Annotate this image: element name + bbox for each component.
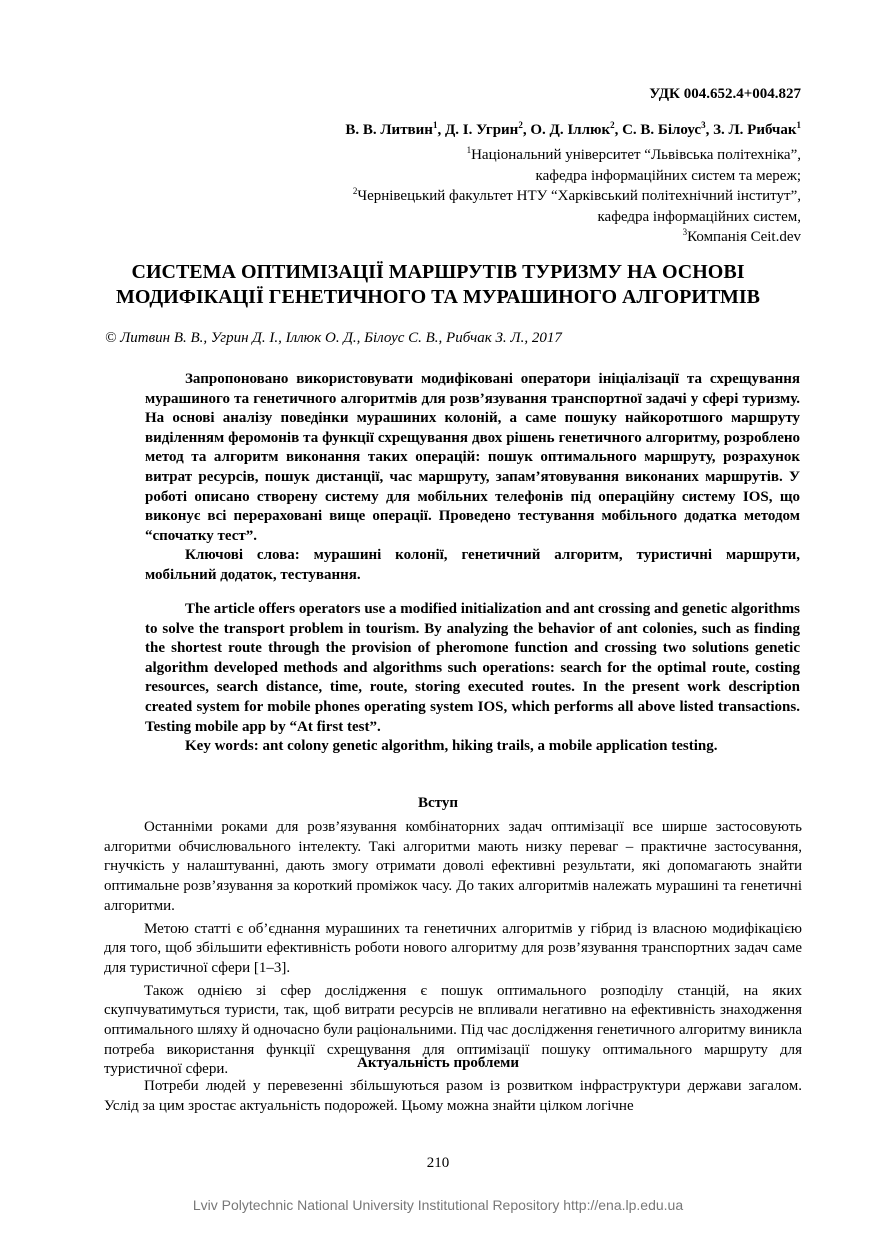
affiliation-line bbox=[353, 166, 801, 187]
abstract-en-text: The article offers operators use a modified initialization and ant crossing and genetic algorithms to solve the transport problem in tourism. By analyzing the behavior of ant colonies, such as finding the shortest route through the provision of pheromone function and crossing two solutions genetic algorithm developed methods and algorithms such operations: search for the optimal route, costing resources, search distance, time, route, storing executed routes. In the present work description created system for mobile phones operating system IOS, which performs all above listed transactions. Testing mobile app by “At first test”. bbox=[145, 601, 800, 735]
affil-text: Національний університет “Львівська політехніка”, bbox=[471, 147, 801, 163]
repository-footer: Lviv Polytechnic National University Institutional Repository http://ena.lp.edu.ua bbox=[192, 1197, 684, 1213]
copyright-line: © Литвин В. В., Угрин Д. І., Іллюк О. Д., Білоус С. В., Рибчак З. Л., 2017 bbox=[105, 330, 562, 346]
affil-text: кафедра інформаційних систем та мереж; bbox=[535, 167, 801, 184]
author-list bbox=[345, 122, 801, 139]
affil-mark: 1 bbox=[466, 145, 472, 155]
affil-text: Чернівецький факультет НТУ “Харківський політехнічний інститут”, bbox=[357, 188, 801, 204]
author-affil-mark: 1 bbox=[432, 120, 438, 130]
paragraph: Метою статті є об’єднання мурашиних та генетичних алгоритмів у гібрид із власною модифікацією для того, щоб збільшити ефективність роботи нового алгоритму для розв’язування транспортних задач саме для туристичної сфери [1–3]. bbox=[104, 920, 802, 976]
section-heading-intro: Вступ bbox=[418, 795, 458, 811]
keywords-en: Key words: ant colony genetic algorithm, hiking trails, a mobile application testing. bbox=[185, 738, 718, 755]
paragraph: Потреби людей у перевезенні збільшуються разом із розвитком інфраструктури держави загалом. Услід за цим зростає актуальність подорожей. Цьому можна знайти цілком логічне bbox=[104, 1078, 802, 1114]
affiliation-line bbox=[353, 227, 801, 248]
author-name: Д. І. Угрин bbox=[444, 122, 519, 138]
author-name: В. В. Литвин bbox=[345, 122, 433, 138]
intro-section bbox=[104, 818, 802, 1083]
paper-title bbox=[60, 260, 816, 309]
relevance-section bbox=[104, 1077, 802, 1119]
author-affil-mark: 2 bbox=[518, 120, 523, 130]
udk-code: УДК 004.652.4+004.827 bbox=[649, 86, 801, 102]
abstract-ukrainian bbox=[145, 370, 800, 586]
page-number: 210 bbox=[426, 1155, 450, 1171]
affil-text: Компанія Ceit.dev bbox=[687, 229, 801, 245]
affil-mark: 3 bbox=[682, 227, 688, 237]
title-line-1: СИСТЕМА ОПТИМІЗАЦІЇ МАРШРУТІВ ТУРИЗМУ НА ОСНОВІ bbox=[131, 261, 745, 283]
paragraph: Останніми роками для розв’язування комбінаторних задач оптимізації все ширше застосовують алгоритми обчислювального інтелекту. Такі алгоритми мають низку переваг – практичне застосування, гнучкість у налаштуванні, дають змогу отримати доволі ефективні результати, які допомагають знайти оптимальне розв’язування за короткий проміжок часу. До таких алгоритмів належать мурашині та генетичні алгоритми. bbox=[104, 819, 802, 914]
author-affil-mark: 3 bbox=[701, 120, 706, 130]
title-line-2: МОДИФІКАЦІЇ ГЕНЕТИЧНОГО ТА МУРАШИНОГО АЛГОРИТМІВ bbox=[115, 285, 761, 308]
abstract-ua-text: Запропоновано використовувати модифіковані оператори ініціалізації та схрещування мурашиного та генетичного алгоритмів для розв’язування транспортної задачі у сфері туризму. На основі аналізу поведінки мурашиних колоній, а саме пошуку найкоротшого маршруту виділенням феромонів та функції схрещування двох рішень генетичного алгоритму, розроблено метод та алгоритм виконання таких операцій: пошук оптимального маршруту, розрахунок витрат ресурсів, пошук дистанції, час маршруту, запам’ятовування виконаних маршрутів. У роботі описано створену систему для мобільних телефонів під операційну систему IOS, що виконує всі перераховані вище операції. Проведено тестування мобільного додатка методом “спочатку тест”. bbox=[145, 371, 800, 544]
affiliation-line bbox=[353, 186, 801, 207]
author-separator: , bbox=[437, 122, 445, 138]
abstract-english bbox=[145, 600, 800, 757]
paragraph: Також однією зі сфер дослідження є пошук оптимального розподілу станцій, на яких скупчуватимуться туристи, так, щоб витрати ресурсів не впливали негативно на ефективність знаходження оптимального шляху й одночасно були раціональними. Під час дослідження генетичного алгоритму виникла потреба використання функції схрещування для оптимізації пошуку оптимального маршруту для туристичної сфери. bbox=[104, 982, 802, 1078]
author-name: С. В. Білоус bbox=[622, 122, 702, 138]
author-affil-mark: 2 bbox=[610, 120, 615, 130]
affiliation-line bbox=[353, 145, 801, 166]
affiliations bbox=[353, 145, 801, 248]
author-separator: , bbox=[614, 122, 623, 138]
keywords-ua: Ключові слова: мурашині колонії, генетичний алгоритм, туристичні маршрути, мобільний додаток, тестування. bbox=[145, 547, 800, 583]
author-affil-mark: 1 bbox=[796, 120, 801, 130]
author-name: З. Л. Рибчак bbox=[713, 122, 797, 138]
affil-text: кафедра інформаційних систем, bbox=[597, 208, 801, 225]
section-heading-relevance: Актуальність проблеми bbox=[357, 1055, 519, 1071]
affiliation-line bbox=[353, 207, 801, 228]
author-separator: , bbox=[522, 122, 531, 138]
author-separator: , bbox=[705, 122, 714, 138]
affil-mark: 2 bbox=[352, 186, 358, 196]
author-name: О. Д. Іллюк bbox=[530, 122, 611, 138]
